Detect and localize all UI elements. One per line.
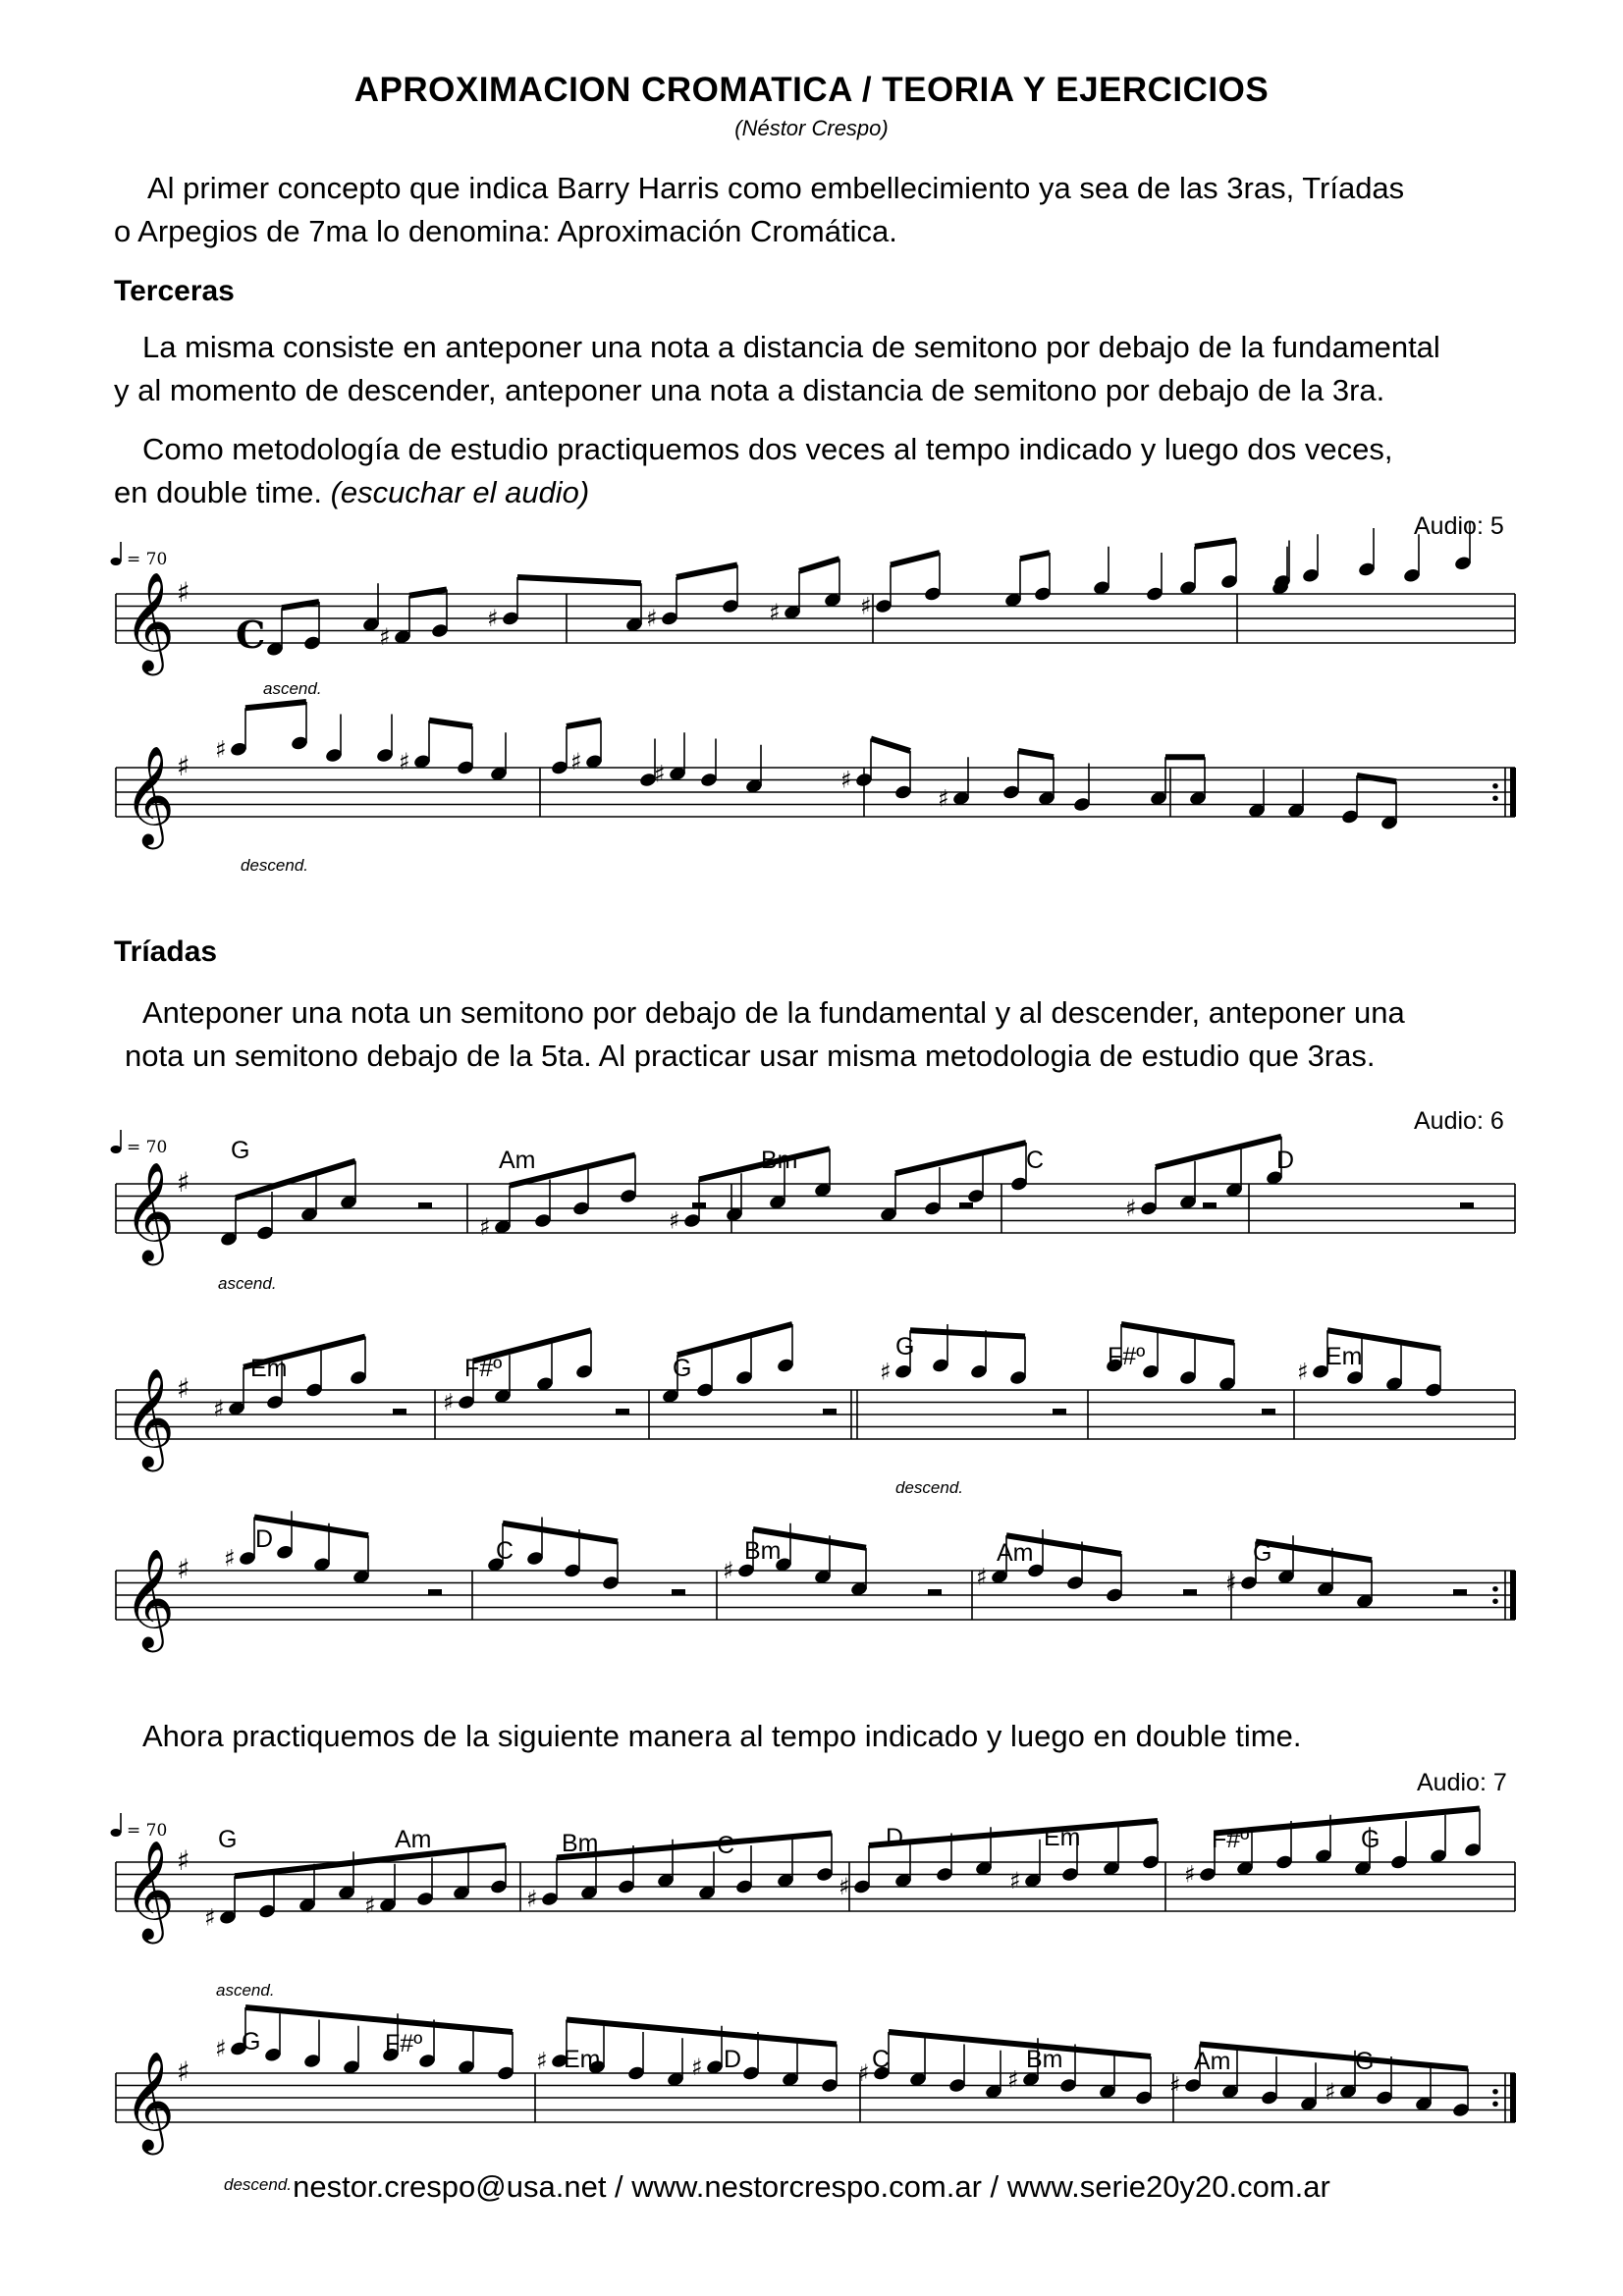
chord-label: Em [1044,1824,1081,1851]
chord-label: Bm [1026,2046,1063,2073]
beam [1156,1137,1281,1167]
key-signature-sharp-icon: ♯ [177,1372,190,1405]
beam [799,559,839,571]
beam [910,1330,1025,1336]
repeat-dot [1492,1598,1498,1604]
chord-label: F#º [464,1355,503,1382]
sharp-accidental-icon: ♯ [1007,2065,1019,2094]
half-rest [1203,1202,1217,1208]
sharp-accidental-icon: ♯ [669,1206,680,1235]
chord-label: Em [250,1355,288,1382]
ascend-label-3: ascend. [216,1981,275,2000]
beam [429,721,472,726]
quarter-note-icon [111,1829,122,1837]
half-rest [393,1409,406,1415]
chord-label: Em [1325,1343,1363,1370]
sharp-accidental-icon: ♯ [654,760,666,788]
sharp-accidental-icon: ♯ [938,784,949,813]
chord-label: D [886,1824,904,1851]
half-rest [418,1202,432,1208]
key-signature-sharp-icon: ♯ [177,750,190,782]
beam [245,702,306,708]
half-rest [692,1202,706,1208]
ascend-label-1: ascend. [263,679,322,698]
chord-label: G [895,1333,915,1361]
repeat-dot [1492,1586,1498,1592]
beam [895,1143,1026,1173]
final-barline [1510,2073,1516,2122]
sharp-accidental-icon: ♯ [1225,1569,1237,1597]
triadas-heading: Tríadas [114,935,218,968]
chord-label: D [255,1525,274,1553]
half-rest [428,1589,442,1595]
sharp-accidental-icon: ♯ [839,1873,850,1900]
chord-label: D [1276,1147,1295,1174]
chord-label: Em [564,2046,601,2073]
sharp-accidental-icon: ♯ [213,1394,225,1422]
chord-label: C [872,2046,891,2073]
sharp-accidental-icon: ♯ [204,1903,216,1932]
beam [567,2020,837,2045]
terceras-heading: Terceras [114,275,235,307]
sharp-accidental-icon: ♯ [860,592,872,620]
terceras-p1-line-1: La misma consiste en anteponer una nota a distancia de semitono por debajo de la fundamental [142,330,1440,364]
beam [1121,1324,1234,1343]
treble-clef-icon: 𝄞 [124,744,176,845]
half-rest [1183,1589,1197,1595]
descend-label-2: descend. [895,1478,963,1497]
beam [676,565,737,578]
chord-label: G [673,1355,692,1382]
tempo-marking-1: = 70 [127,550,168,569]
treble-clef-icon: 𝄞 [124,1839,176,1940]
beam [503,1523,618,1542]
practice-text: Ahora practiquemos de la siguiente manera al tempo indicado y luego en double time. [142,1719,1302,1753]
chord-label: D [724,2046,742,2073]
audio-7-label: Audio: 7 [1417,1769,1507,1796]
beam [871,739,910,752]
descend-label-1: descend. [241,856,308,875]
triadas-p1-line-2: nota un semitono debajo de la 5ta. Al practicar usar misma metodologia de estudio que 3ras. [125,1039,1376,1073]
beam [869,1821,1158,1845]
sharp-accidental-icon: ♯ [976,1563,988,1591]
half-rest [928,1589,942,1595]
chord-label: Bm [761,1147,798,1174]
chord-label: Am [997,1539,1034,1567]
key-signature-sharp-icon: ♯ [177,1166,190,1199]
chord-label: C [1026,1147,1045,1174]
intro-line-2: o Arpegios de 7ma lo denomina: Aproximación Cromática. [114,214,897,248]
chord-label: Am [395,1826,432,1853]
half-rest [959,1202,973,1208]
sharp-accidental-icon: ♯ [224,1544,236,1573]
sharp-accidental-icon: ♯ [487,605,499,632]
beam [235,1845,506,1876]
sharp-accidental-icon: ♯ [1297,1358,1309,1386]
page-title: APROXIMACION CROMATICA / TEORIA Y EJERCICIOS [353,71,1270,109]
chord-label: F#º [1212,1826,1250,1853]
final-barline [1510,1571,1516,1620]
author: (Néstor Crespo) [734,116,889,140]
audio-5-label: Audio: 5 [1414,512,1504,540]
beam [1357,775,1396,781]
audio-note: (escuchar el audio) [330,475,590,509]
sharp-accidental-icon: ♯ [1325,2077,1336,2106]
key-signature-sharp-icon: ♯ [177,2056,190,2088]
footer-contacts: nestor.crespo@usa.net / www.nestorcrespo.com.ar / www.serie20y20.com.ar [293,2169,1330,2204]
key-signature-sharp-icon: ♯ [177,1553,190,1585]
treble-clef-icon: 𝄞 [124,1547,176,1648]
repeat-dot [1492,2101,1498,2107]
half-rest [1262,1409,1275,1415]
sharp-accidental-icon: ♯ [526,1885,538,1913]
half-rest [616,1409,629,1415]
sharp-accidental-icon: ♯ [1184,1860,1196,1889]
sharp-accidental-icon: ♯ [1009,1866,1021,1895]
sharp-accidental-icon: ♯ [769,598,781,626]
chord-label: Bm [744,1537,782,1565]
key-signature-sharp-icon: ♯ [177,1844,190,1877]
sharp-accidental-icon: ♯ [880,1358,892,1386]
repeat-dot [1492,783,1498,789]
half-rest [1053,1409,1066,1415]
sharp-accidental-icon: ♯ [1169,2071,1181,2100]
sharp-accidental-icon: ♯ [215,735,227,764]
chord-label: G [1253,1539,1272,1567]
chord-label: Am [499,1147,536,1174]
key-signature-sharp-icon: ♯ [177,576,190,609]
sharp-accidental-icon: ♯ [443,1388,455,1416]
chord-label: F#º [1108,1343,1146,1370]
tempo-marking-3: = 70 [127,1821,168,1841]
terceras-p2-line-1: Como metodología de estudio practiquemos dos veces al tempo indicado y luego dos veces, [142,432,1393,466]
beam [236,1161,355,1199]
chord-label: G [1361,1826,1380,1853]
sharp-accidental-icon: ♯ [399,747,410,775]
sharp-accidental-icon: ♯ [215,2035,227,2062]
intro-line-1: Al primer concepto que indica Barry Harris como embellecimiento ya sea de las 3ras, Tríadas [147,171,1405,205]
beam [282,602,319,608]
beam [567,721,601,726]
half-rest [1460,1202,1474,1208]
chord-label: G [218,1826,238,1853]
final-barline [1510,768,1516,817]
chord-label: Am [1194,2048,1231,2075]
treble-clef-icon: 𝄞 [124,1366,176,1468]
chord-label: G [1355,2048,1375,2075]
beam [1020,553,1050,559]
quarter-note-icon [111,1146,122,1153]
sharp-accidental-icon: ♯ [364,1891,376,1919]
chord-label: G [242,2028,261,2056]
treble-clef-icon: 𝄞 [124,2050,176,2151]
beam [1256,1542,1372,1561]
repeat-dot [1492,2089,1498,2095]
sharp-accidental-icon: ♯ [536,2047,548,2075]
sharp-accidental-icon: ♯ [646,605,658,632]
beam [1195,541,1236,547]
chord-label: C [717,1832,735,1859]
descend-label-3: descend. [224,2175,292,2194]
tempo-marking-2: = 70 [127,1138,168,1157]
sharp-accidental-icon: ♯ [723,1557,734,1584]
half-rest [1453,1589,1467,1595]
beam [1018,751,1054,757]
beam [245,2007,513,2032]
audio-6-label: Audio: 6 [1414,1107,1504,1135]
quarter-note-icon [111,558,122,565]
beam [889,2032,1151,2056]
common-time-symbol: C [236,613,266,657]
ascend-label-2: ascend. [218,1274,277,1293]
chord-label: F#º [385,2030,423,2057]
sharp-accidental-icon: ♯ [570,747,582,775]
repeat-dot [1492,795,1498,801]
sharp-accidental-icon: ♯ [691,2053,703,2081]
chord-label: Bm [562,1830,599,1857]
sharp-accidental-icon: ♯ [840,766,852,794]
beam [409,590,447,596]
half-rest [672,1589,685,1595]
beam [517,577,641,583]
treble-clef-icon: 𝄞 [124,1160,176,1261]
chord-label: G [231,1137,250,1164]
terceras-p2-text: en double time. [114,475,322,509]
beam [1215,1809,1480,1834]
half-rest [823,1409,837,1415]
beam [891,553,940,565]
terceras-p1-line-2: y al momento de descender, anteponer una nota a distancia de semitono por debajo de la 3ra. [114,373,1385,407]
sharp-accidental-icon: ♯ [479,1212,491,1241]
sharp-accidental-icon: ♯ [858,2059,870,2087]
chord-label: C [496,1537,514,1565]
sharp-accidental-icon: ♯ [1125,1195,1137,1222]
treble-clef-icon: 𝄞 [124,570,176,671]
beam [677,1324,792,1355]
sharp-accidental-icon: ♯ [379,622,391,651]
triadas-p1-line-1: Anteponer una nota un semitono por debajo de la fundamental y al descender, anteponer una [142,995,1405,1030]
beam [1200,2045,1468,2069]
